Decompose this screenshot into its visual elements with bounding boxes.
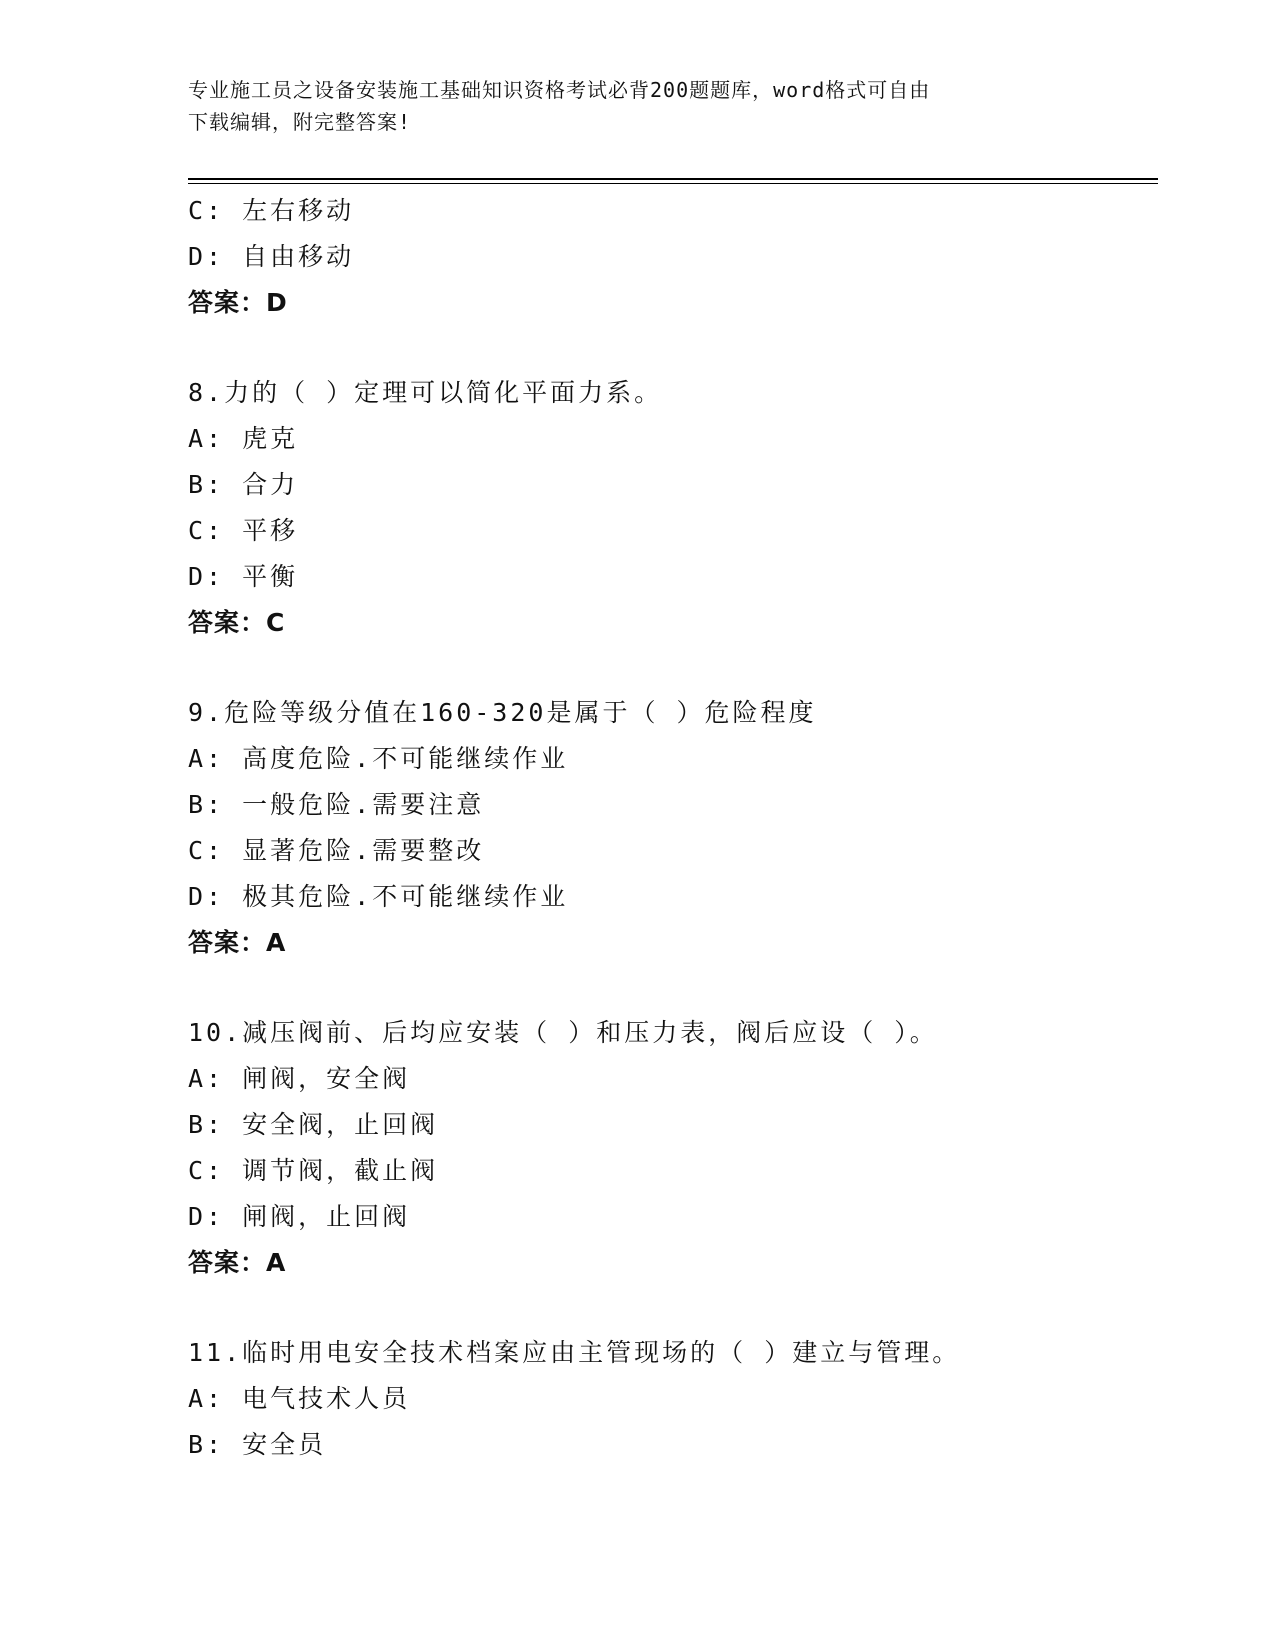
question-10 [188, 1010, 1148, 1286]
question-stem: 9.危险等级分值在160-320是属于（ ）危险程度 [188, 698, 817, 727]
option-d: D: 自由移动 [188, 242, 355, 271]
answer-line: 答案：A [188, 928, 287, 957]
answer-line: 答案：A [188, 1248, 287, 1277]
option-a: A: 闸阀，安全阀 [188, 1064, 411, 1093]
document-header [188, 74, 1068, 138]
option-d: D: 闸阀，止回阀 [188, 1202, 411, 1231]
option-a: A: 高度危险.不可能继续作业 [188, 744, 569, 773]
answer-line: 答案：D [188, 288, 288, 317]
question-stem: 8.力的（ ）定理可以简化平面力系。 [188, 378, 663, 407]
option-c: C: 调节阀，截止阀 [188, 1156, 439, 1185]
option-b: B: 合力 [188, 470, 299, 499]
option-b: B: 安全员 [188, 1430, 327, 1459]
question-7-continued [188, 188, 1148, 326]
question-stem: 10.减压阀前、后均应安装（ ）和压力表，阀后应设（ ）。 [188, 1018, 938, 1047]
question-9 [188, 690, 1148, 966]
question-stem: 11.临时用电安全技术档案应由主管现场的（ ）建立与管理。 [188, 1338, 961, 1367]
option-d: D: 平衡 [188, 562, 299, 591]
header-divider [188, 178, 1158, 180]
option-b: B: 一般危险.需要注意 [188, 790, 485, 819]
header-line-2: 下载编辑，附完整答案! [188, 110, 412, 134]
question-8 [188, 370, 1148, 646]
answer-line: 答案：C [188, 608, 286, 637]
question-list [188, 188, 1148, 1468]
option-d: D: 极其危险.不可能继续作业 [188, 882, 569, 911]
option-c: C: 显著危险.需要整改 [188, 836, 485, 865]
header-line-1: 专业施工员之设备安装施工基础知识资格考试必背200题题库，word格式可自由 [188, 78, 931, 102]
option-a: A: 电气技术人员 [188, 1384, 411, 1413]
question-11 [188, 1330, 1148, 1468]
option-c: C: 左右移动 [188, 196, 355, 225]
option-c: C: 平移 [188, 516, 299, 545]
option-b: B: 安全阀，止回阀 [188, 1110, 439, 1139]
option-a: A: 虎克 [188, 424, 299, 453]
header-divider-thin [188, 183, 1158, 184]
